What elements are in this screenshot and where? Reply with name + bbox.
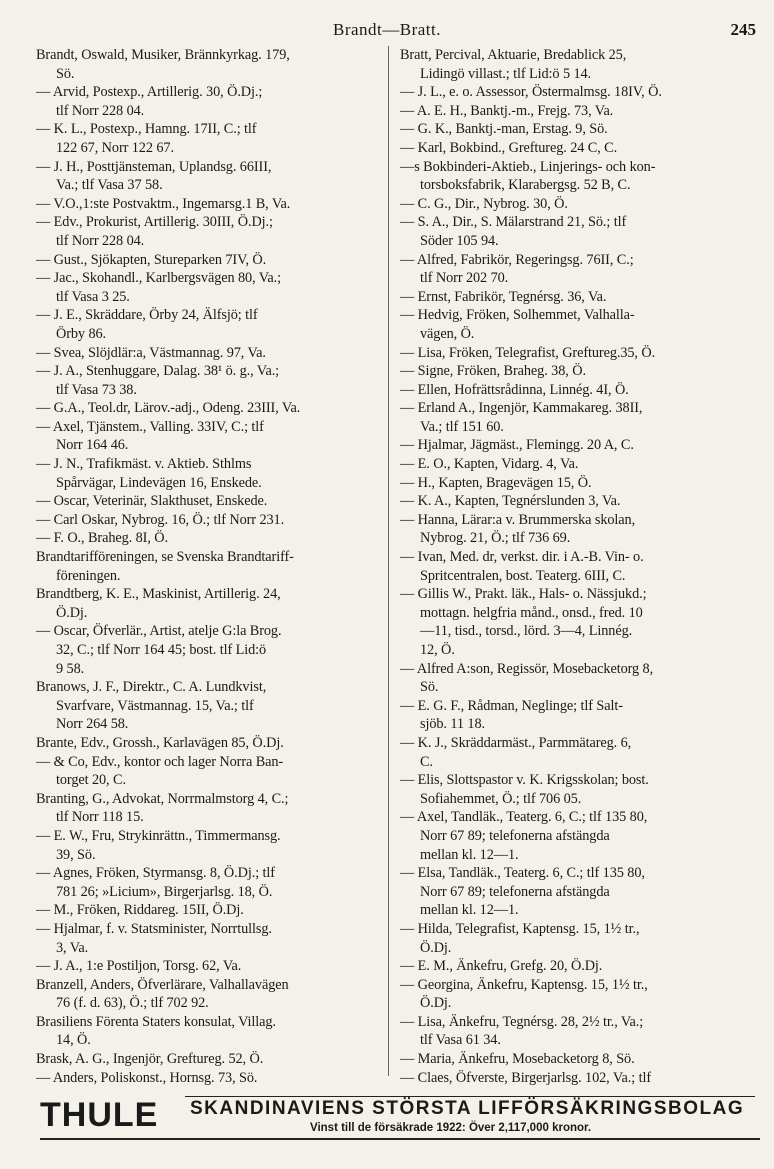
running-head [0,20,774,44]
directory-entry-line: — G. K., Banktj.-man, Erstag. 9, Sö. [400,121,608,138]
page-number: 245 [730,20,756,39]
directory-entry-line: Va.; tlf Vasa 37 58. [56,177,163,194]
directory-entry-line: tlf Vasa 73 38. [56,381,137,398]
directory-entry-line: — Axel, Tjänstem., Valling. 33IV, C.; tlf [36,418,264,435]
directory-entry-line: C. [420,753,433,770]
directory-entry-line: — Edv., Prokurist, Artillerig. 30III, Ö.Dj.; [36,214,273,231]
directory-entry-line: — Lisa, Fröken, Telegrafist, Greftureg.35, Ö. [400,344,656,361]
directory-entry-line: vägen, Ö. [420,325,475,342]
directory-entry-line: Svarfvare, Västmannag. 15, Va.; tlf [56,697,254,714]
directory-entry-line: — A. E. H., Banktj.-m., Frejg. 73, Va. [400,102,614,119]
directory-entry-line: — Hedvig, Fröken, Solhemmet, Valhalla- [400,307,635,324]
directory-entry-line: — Karl, Bokbind., Greftureg. 24 C, C. [400,139,618,156]
directory-entry-line: Branows, J. F., Direktr., C. A. Lundkvist, [36,679,267,696]
directory-entry-line: — Signe, Fröken, Braheg. 38, Ö. [400,363,586,380]
directory-entry-line: — Ivan, Med. dr, verkst. dir. i A.-B. Vin- o. [400,549,644,566]
directory-entry-line: Spritcentralen, bost. Teaterg. 6III, C. [420,567,626,584]
directory-entry-line: — Jac., Skohandl., Karlbergsvägen 80, Va.; [36,270,282,287]
directory-entry-line: mellan kl. 12—1. [420,902,519,919]
directory-entry-line: — H., Kapten, Bragevägen 15, Ö. [400,474,592,491]
directory-entry-line: mellan kl. 12—1. [420,846,519,863]
directory-entry-line: — Claes, Öfverste, Birgerjarlsg. 102, Va.; tlf [400,1069,651,1086]
directory-entry-line: — J. E., Skräddare, Örby 24, Älfsjö; tlf [36,307,258,324]
directory-entry-line: — E. G. F., Rådman, Neglinge; tlf Salt- [400,697,623,714]
directory-entry-line: tlf Norr 228 04. [56,102,145,119]
directory-entry-line: Örby 86. [56,325,107,342]
directory-entry-line: — Alfred A:son, Regissör, Mosebacketorg 8, [400,660,654,677]
directory-entry-line: Norr 164 46. [56,437,129,454]
directory-entry-line: 9 58. [56,660,85,677]
directory-entry-line: 39, Sö. [56,846,96,863]
directory-entry-line: tlf Norr 228 04. [56,232,145,249]
directory-entry-line: Lidingö villast.; tlf Lid:ö 5 14. [420,65,592,82]
directory-entry-line: Söder 105 94. [420,232,499,249]
directory-entry-line: Brante, Edv., Grossh., Karlavägen 85, Ö.Dj. [36,734,284,751]
directory-entry-line: — G.A., Teol.dr, Lärov.-adj., Odeng. 23III, Va. [36,400,301,417]
directory-entry-line: — J. A., Stenhuggare, Dalag. 38¹ ö. g., Va.; [36,363,280,380]
directory-entry-line: — J. N., Trafikmäst. v. Aktieb. Sthlms [36,456,252,473]
directory-entry-line: Norr 264 58. [56,716,129,733]
directory-entry-line: Brandtarifföreningen, se Svenska Brandtariff- [36,549,294,566]
directory-entry-line: — E. W., Fru, Strykinrättn., Timmermansg. [36,827,281,844]
directory-entry-line: Brandt, Oswald, Musiker, Brännkyrkag. 179, [36,47,290,63]
directory-entry-line: — Oscar, Öfverlär., Artist, atelje G:la Brog. [36,623,282,640]
directory-entry-line: — Gust., Sjökapten, Stureparken 7IV, Ö. [36,251,267,268]
directory-entry-line: — Maria, Änkefru, Mosebacketorg 8, Sö. [400,1051,635,1068]
directory-entry-line: — M., Fröken, Riddareg. 15II, Ö.Dj. [36,902,244,919]
directory-entry-line: mottagn. helgfria månd., onsd., fred. 10 [420,604,643,621]
directory-entry-line: Sö. [56,65,75,82]
ad-brand: THULE [40,1096,159,1134]
directory-entry-line: Bratt, Percival, Aktuarie, Bredablick 25, [400,47,627,63]
directory-entry-line: —11, tisd., torsd., lörd. 3—4, Linnég. [420,623,633,640]
directory-entry-line: Norr 67 89; telefonerna afstängda [420,883,610,900]
directory-entry-line: — Erland A., Ingenjör, Kammakareg. 38II, [400,400,643,417]
directory-entry-line: — Axel, Tandläk., Teaterg. 6, C.; tlf 135 80, [400,809,648,826]
ad-slogan: SKANDINAVIENS STÖRSTA LIFFÖRSÄKRINGSBOLAG [190,1098,745,1119]
directory-entry-line: — J. L., e. o. Assessor, Östermalmsg. 18IV, Ö. [400,84,662,101]
directory-entry-line: — Georgina, Änkefru, Kaptensg. 15, 1½ tr., [400,976,648,993]
directory-entry-line: Branzell, Anders, Öfverlärare, Valhallavägen [36,976,289,993]
directory-entry-line: tlf Norr 202 70. [420,270,509,287]
directory-entry-line: — J. A., 1:e Postiljon, Torsg. 62, Va. [36,958,242,975]
directory-entry-line: föreningen. [56,567,121,584]
directory-entry-line: tlf Vasa 3 25. [56,288,130,305]
directory-entry-line: Ö.Dj. [420,995,452,1012]
directory-entry-line: — Hanna, Lärar:a v. Brummerska skolan, [400,511,636,528]
directory-entry-line: Brask, A. G., Ingenjör, Greftureg. 52, Ö. [36,1051,264,1068]
directory-entry-line: — Hjalmar, f. v. Statsminister, Norrtullsg. [36,920,272,937]
directory-entry-line: 32, C.; tlf Norr 164 45; bost. tlf Lid:ö [56,642,267,658]
directory-entry-line: — F. O., Braheg. 8I, Ö. [36,530,168,547]
directory-entry-line: — Lisa, Änkefru, Tegnérsg. 28, 2½ tr., Va.; [400,1013,644,1030]
directory-entry-line: — K. L., Postexp., Hamng. 17II, C.; tlf [36,121,257,138]
directory-entry-line: 781 26; »Licium», Birgerjarlsg. 18, Ö. [56,883,273,900]
directory-entry-line: Nybrog. 21, Ö.; tlf 736 69. [420,530,571,547]
directory-entry-line: — Alfred, Fabrikör, Regeringsg. 76II, C.; [400,251,634,268]
directory-entry-line: torget 20, C. [56,772,126,789]
directory-entry-line: 14, Ö. [56,1032,91,1049]
directory-entry-line: — & Co, Edv., kontor och lager Norra Ban- [36,753,284,770]
directory-entry-line: — V.O.,1:ste Postvaktm., Ingemarsg.1 B, Va. [36,195,291,212]
directory-entry-line: sjöb. 11 18. [420,716,485,733]
directory-entry-line: — Carl Oskar, Nybrog. 16, Ö.; tlf Norr 231. [36,511,285,528]
left-column [36,46,396,1086]
directory-entry-line: — E. O., Kapten, Vidarg. 4, Va. [400,456,579,473]
directory-entry-line: — K. J., Skräddarmäst., Parmmätareg. 6, [400,734,632,751]
directory-entry-line: Sö. [420,679,439,696]
ad-bottom-rule [40,1138,760,1140]
directory-entry-line: Brandtberg, K. E., Maskinist, Artillerig. 24, [36,586,281,603]
directory-entry-line: Ö.Dj. [56,604,88,621]
directory-entry-line: tlf Vasa 61 34. [420,1032,501,1049]
running-title: Brandt—Bratt. [332,20,441,39]
directory-entry-line: Spårvägar, Lindevägen 16, Enskede. [56,474,262,491]
directory-entry-line: — Arvid, Postexp., Artillerig. 30, Ö.Dj.; [36,84,263,101]
directory-entry-line: — S. A., Dir., S. Mälarstrand 21, Sö.; tlf [400,214,627,231]
column-divider [388,46,389,1076]
directory-entry-line: — Ellen, Hofrättsrådinna, Linnég. 4I, Ö. [400,381,629,398]
directory-entry-line: — Svea, Slöjdlär:a, Västmannag. 97, Va. [36,344,266,361]
directory-entry-line: 122 67, Norr 122 67. [56,139,174,156]
directory-entry-line: — Elis, Slottspastor v. K. Krigsskolan; bost. [400,772,649,789]
ad-subline: Vinst till de försäkrade 1922: Över 2,117,000 kronor. [310,1122,592,1134]
directory-entry-line: — Agnes, Fröken, Styrmansg. 8, Ö.Dj.; tlf [36,865,275,882]
directory-entry-line: Ö.Dj. [420,939,452,956]
directory-entry-line: Norr 67 89; telefonerna afstängda [420,827,610,844]
right-column [400,46,760,1086]
directory-entry-line: — E. M., Änkefru, Grefg. 20, Ö.Dj. [400,958,603,975]
directory-entry-line: Branting, G., Advokat, Norrmalmstorg 4, C.; [36,790,289,807]
directory-entry-line: 76 (f. d. 63), Ö.; tlf 702 92. [56,995,209,1012]
directory-entry-line: — K. A., Kapten, Tegnérslunden 3, Va. [400,493,621,510]
directory-entry-line: — C. G., Dir., Nybrog. 30, Ö. [400,195,568,212]
directory-entry-line: — Hjalmar, Jägmäst., Flemingg. 20 A, C. [400,437,634,454]
directory-entry-line: — J. H., Posttjänsteman, Uplandsg. 66III, [36,158,272,175]
directory-entry-line: 3, Va. [56,939,89,956]
directory-entry-line: Va.; tlf 151 60. [420,418,504,435]
directory-entry-line: — Anders, Poliskonst., Hornsg. 73, Sö. [36,1069,258,1086]
ad-top-rule [185,1096,755,1097]
directory-entry-line: —s Bokbinderi-Aktieb., Linjerings- och kon- [400,158,656,175]
directory-entry-line: — Ernst, Fabrikör, Tegnérsg. 36, Va. [400,288,607,305]
directory-entry-line: tlf Norr 118 15. [56,809,144,826]
thule-advertisement [40,1096,760,1136]
directory-entry-line: torsboksfabrik, Klarabergsg. 52 B, C. [420,177,631,194]
directory-entry-line: — Hilda, Telegrafist, Kaptensg. 15, 1½ tr., [400,920,640,937]
directory-entry-line: — Elsa, Tandläk., Teaterg. 6, C.; tlf 135 80, [400,865,645,882]
directory-entry-line: Brasiliens Förenta Staters konsulat, Villag. [36,1013,276,1030]
directory-entry-line: — Oscar, Veterinär, Slakthuset, Enskede. [36,493,268,510]
directory-entry-line: Sofiahemmet, Ö.; tlf 706 05. [420,790,582,807]
directory-columns [36,46,760,1086]
directory-entry-line: 12, Ö. [420,642,455,658]
directory-entry-line: — Gillis W., Prakt. läk., Hals- o. Nässjukd.; [400,586,647,603]
